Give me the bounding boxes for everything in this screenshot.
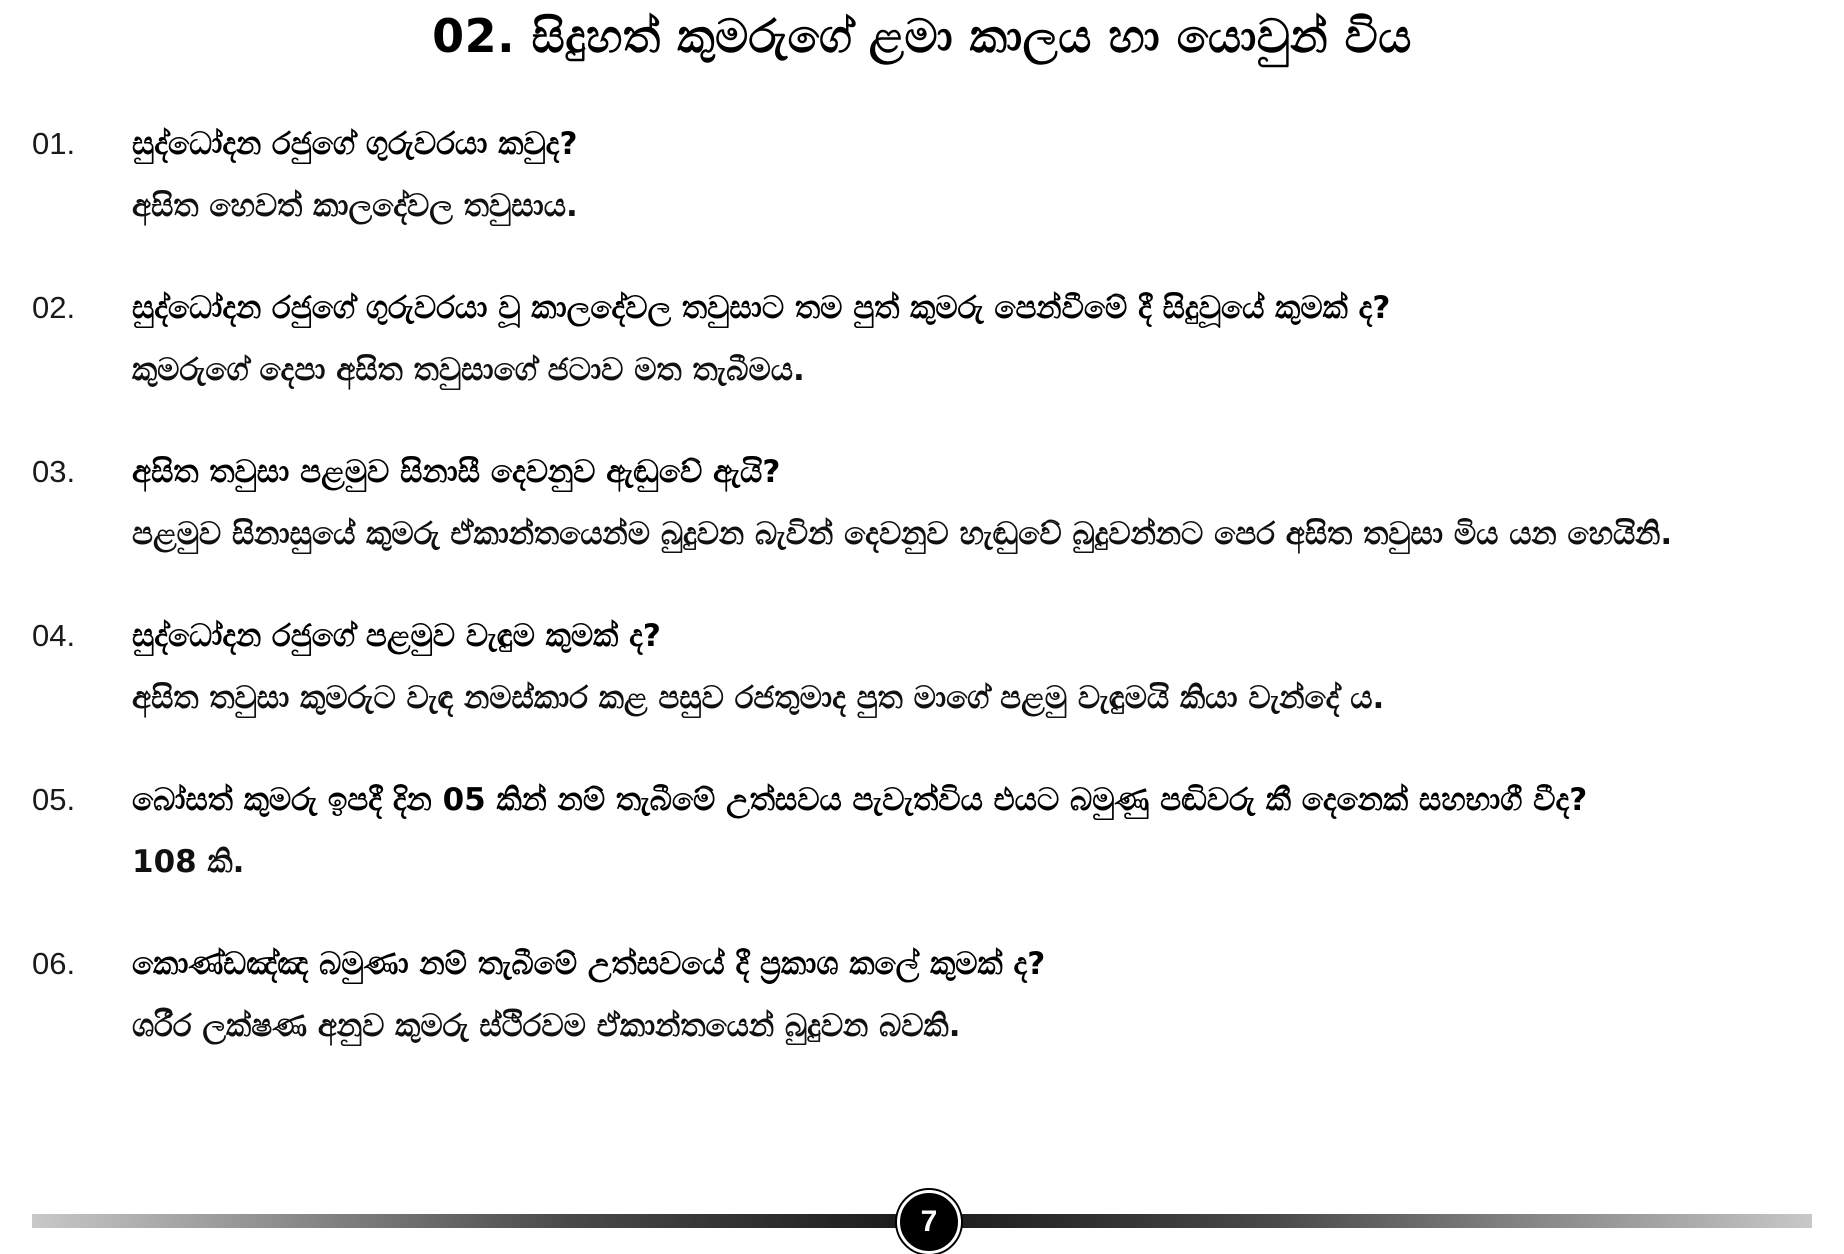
question-answer-list bbox=[32, 120, 1812, 1104]
answer-text: කුමරුගේ දෙපා අසිත තවුසාගේ ජටාව මත තැබීමය. bbox=[132, 352, 805, 388]
question-text: සුද්ධෝදන රජුගේ ගුරුවරයා වූ කාලදේවල තවුසාට තම පුත් කුමරු පෙන්වීමේ දී සිදුවූයේ කුමක් ද? bbox=[132, 290, 1391, 326]
question-number: 04. bbox=[32, 618, 76, 653]
question-text: සුද්ධෝදන රජුගේ ගුරුවරයා කවුද? bbox=[132, 126, 578, 162]
question-number: 03. bbox=[32, 454, 76, 489]
question-number: 06. bbox=[32, 946, 76, 981]
answer-text: අසිත හෙවත් කාලදේවල තවුසාය. bbox=[132, 188, 578, 224]
answer-text: ශරීර ලක්ෂණ අනුව කුමරු ස්ථිරවම ඒකාන්තයෙන් බුදුවන බවකි. bbox=[132, 1008, 961, 1044]
answer-text: පළමුව සිනාසුයේ කුමරු ඒකාන්තයෙන්ම බුදුවන බැවින් දෙවනුව හැඬුවේ බුදුවන්නට පෙර අසිත තවුසා මිය යන හෙයිනි. bbox=[132, 516, 1673, 552]
qa-item bbox=[32, 120, 1812, 230]
question-text: අසිත තවුසා පළමුව සිනාසී දෙවනුව ඇඬුවේ ඇයි? bbox=[132, 454, 781, 490]
question-number: 02. bbox=[32, 290, 76, 325]
question-text: කොණ්ඩඤ්ඤ බමුණා නම් තැබීමේ උත්සවයේ දී ප්‍රකාශ කලේ කුමක් ද? bbox=[132, 946, 1046, 982]
qa-item bbox=[32, 940, 1812, 1050]
qa-item bbox=[32, 448, 1812, 558]
page-number-badge: 7 bbox=[897, 1190, 961, 1254]
question-text: සුද්ධෝදන රජුගේ පළමුව වැඳුම කුමක් ද? bbox=[132, 618, 661, 654]
qa-item bbox=[32, 284, 1812, 394]
question-text: බෝසත් කුමරු ඉපදී දින 05 කින් නම් තැබීමේ උත්සවය පැවැත්විය එයට බමුණු පඬිවරු කී දෙනෙක් සහභාගී වීද? bbox=[132, 782, 1588, 818]
question-number: 01. bbox=[32, 126, 76, 161]
answer-text: 108 කි. bbox=[132, 844, 245, 880]
qa-item bbox=[32, 612, 1812, 722]
question-number: 05. bbox=[32, 782, 76, 817]
answer-text: අසිත තවුසා කුමරුට වැඳ නමස්කාර කළ පසුව රජතුමාද පුත මාගේ පළමු වැඳුමයි කියා වැන්දේ ය. bbox=[132, 680, 1385, 716]
qa-item bbox=[32, 776, 1812, 886]
page-title: 02. සිදුහත් කුමරුගේ ළමා කාලය හා යොවුන් විය bbox=[432, 9, 1412, 63]
